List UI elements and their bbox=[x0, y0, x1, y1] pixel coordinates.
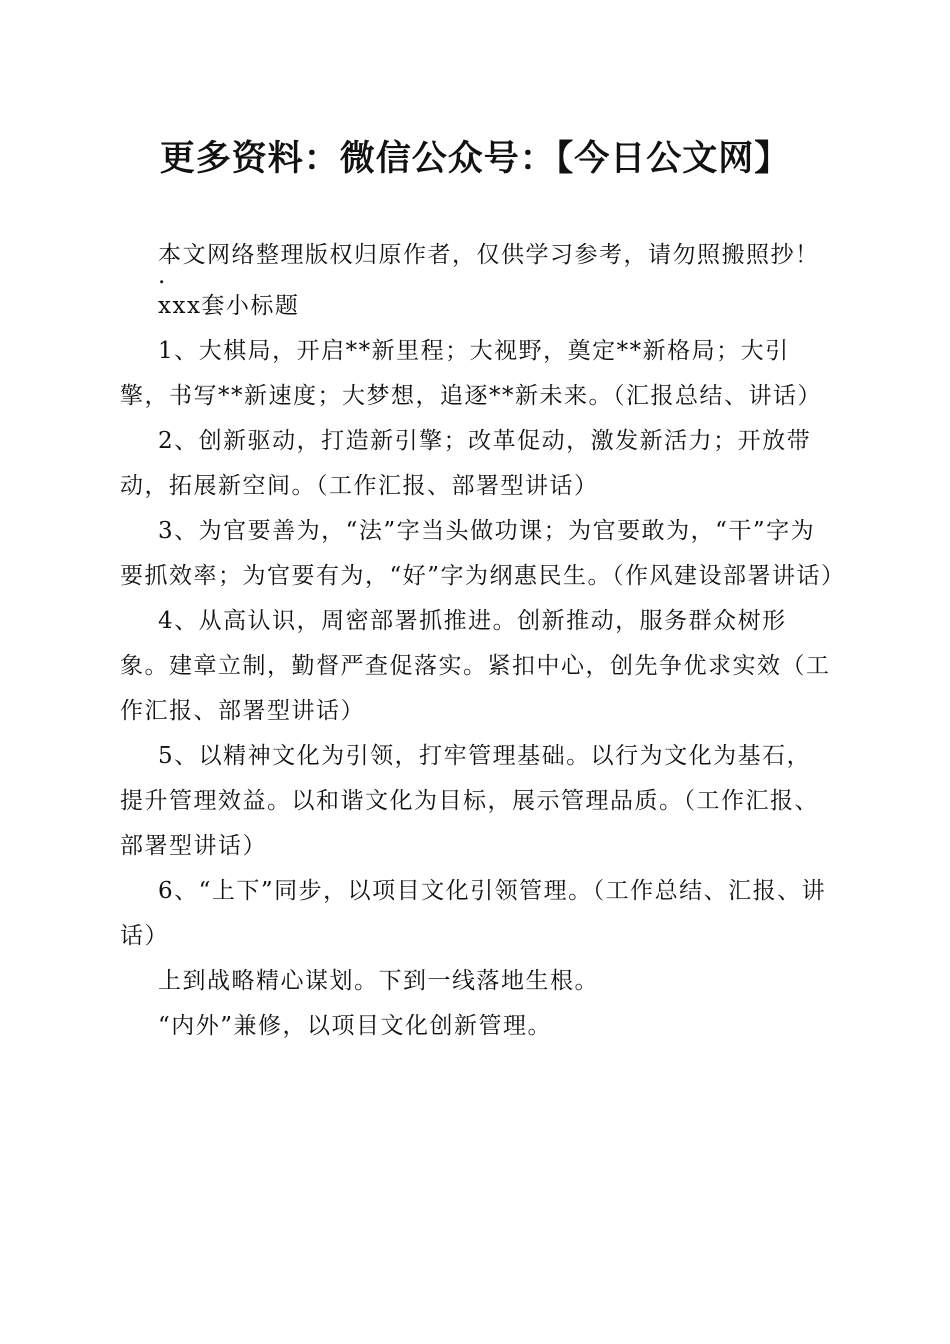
section-heading: xxx套小标题 bbox=[158, 293, 300, 319]
list-item-2: 2、创新驱动，打造新引擎；改革促动，激发新活力；开放带动，拓展新空间。（工作汇报、部署型讲话） bbox=[120, 428, 812, 499]
list-item-3: 3、为官要善为，“法”字当头做功课；为官要敢为，“干”字为要抓效率；为官要有为，“好”字为纲惠民生。（作风建设部署讲话） bbox=[120, 518, 846, 589]
sub-line-2: “内外”兼修，以项目文化创新管理。 bbox=[158, 1013, 553, 1039]
list-item-6: 6、“上下”同步，以项目文化引领管理。（工作总结、汇报、讲话） bbox=[120, 878, 827, 949]
document-body bbox=[120, 233, 846, 1049]
list-item-4: 4、从高认识，周密部署抓推进。创新推动，服务群众树形象。建章立制，勤督严查促落实。紧扣中心，创先争优求实效（工作汇报、部署型讲话） bbox=[120, 608, 831, 724]
separator-dot: . bbox=[158, 263, 167, 289]
copyright-notice: 本文网络整理版权归原作者，仅供学习参考，请勿照搬照抄！ bbox=[158, 242, 820, 268]
list-item-1: 1、大棋局，开启**新里程；大视野，奠定**新格局；大引擎，书写**新速度；大梦想，追逐**新未来。（汇报总结、讲话） bbox=[120, 338, 822, 409]
list-item-5: 5、以精神文化为引领，打牢管理基础。以行为文化为基石，提升管理效益。以和谐文化为目标，展示管理品质。（工作汇报、部署型讲话） bbox=[120, 743, 819, 859]
header-title: 更多资料：微信公众号：【今日公文网】 bbox=[159, 138, 791, 179]
sub-line-1: 上到战略精心谋划。下到一线落地生根。 bbox=[158, 968, 599, 994]
